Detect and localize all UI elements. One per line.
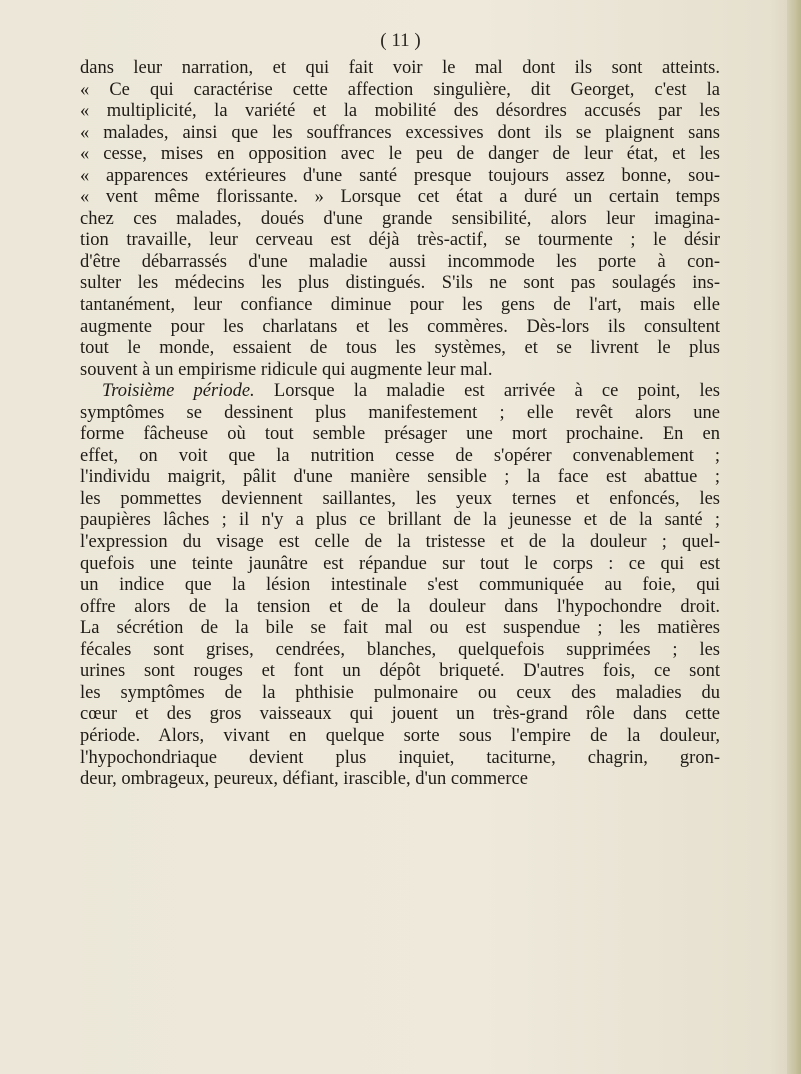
text-line: l'hypochondriaque devient plus inquiet, taciturne, chagrin, gron- [80,747,720,768]
text-line: l'individu maigrit, pâlit d'une manière sensible ; la face est abattue ; [80,467,720,488]
text-line: les pommettes deviennent saillantes, les yeux ternes et enfoncés, les [80,488,720,509]
text-line: dans leur narration, et qui fait voir le mal dont ils sont atteints. [80,58,720,78]
text-line: tantanément, leur confiance diminue pour les gens de l'art, mais elle [80,295,720,316]
text-line: fécales sont grises, cendrées, blanches, quelquefois supprimées ; les [80,639,720,660]
text-line: « malades, ainsi que les souffrances excessives dont ils se plaignent sans [80,122,720,143]
text-line: augmente pour les charlatans et les commères. Dès-lors ils consultent [80,316,720,337]
text-line: cœur et des gros vaisseaux qui jouent un très-grand rôle dans cette [80,704,720,725]
text-line: symptômes se dessinent plus manifestement ; elle revêt alors une [80,402,720,423]
text-line: période. Alors, vivant en quelque sorte sous l'empire de la douleur, [80,725,720,746]
section-heading-line [80,381,720,403]
paragraph-2 [80,381,720,790]
section-title: Troisième période. [102,381,255,402]
text-line: sulter les médecins les plus distingués. S'ils ne sont pas soulagés ins- [80,273,720,294]
text-line: les symptômes de la phthisie pulmonaire ou ceux des maladies du [80,682,720,703]
text-line: quefois une teinte jaunâtre est répandue sur tout le corps : ce qui est [80,553,720,574]
text-line: « multiplicité, la variété et la mobilité des désordres accusés par les [80,101,720,122]
text-line: tion travaille, leur cerveau est déjà très-actif, se tourmente ; le désir [80,230,720,251]
text-line: offre alors de la tension et de la douleur dans l'hypochondre droit. [80,596,720,617]
page-number: ( 11 ) [380,30,421,51]
text-line: urines sont rouges et font un dépôt briqueté. D'autres fois, ce sont [80,661,720,682]
text-line: paupières lâches ; il n'y a plus ce brillant de la jeunesse et de la santé ; [80,510,720,531]
text-line: d'être débarrassés d'une maladie aussi incommode les porte à con- [80,251,720,272]
text-line: tout le monde, essaient de tous les systèmes, et se livrent le plus [80,338,720,359]
paragraph-1 [80,58,720,381]
text-line: deur, ombrageux, peureux, défiant, irascible, d'un commerce [80,769,528,790]
text-line: effet, on voit que la nutrition cesse de s'opérer convenablement ; [80,445,720,466]
text-line: chez ces malades, doués d'une grande sensibilité, alors leur imagina- [80,208,720,229]
text-line: « apparences extérieures d'une santé presque toujours assez bonne, sou- [80,165,720,186]
text-line: forme fâcheuse où tout semble présager une mort prochaine. En en [80,424,720,445]
text-line: l'expression du visage est celle de la tristesse et de la douleur ; quel- [80,532,720,553]
text-fragment: Lorsque la maladie est arrivée à ce point, les [273,381,720,402]
text-line: un indice que la lésion intestinale s'est communiquée au foie, qui [80,575,720,596]
text-line: « vent même florissante. » Lorsque cet état a duré un certain temps [80,187,720,208]
page-edge [787,0,801,1074]
text-line: « cesse, mises en opposition avec le peu de danger de leur état, et les [80,144,720,165]
text-line: « Ce qui caractérise cette affection singulière, dit Georget, c'est la [80,79,720,100]
text-line: souvent à un empirisme ridicule qui augmente leur mal. [80,359,493,380]
body-text [80,58,720,791]
text-line: La sécrétion de la bile se fait mal ou est suspendue ; les matières [80,618,720,639]
